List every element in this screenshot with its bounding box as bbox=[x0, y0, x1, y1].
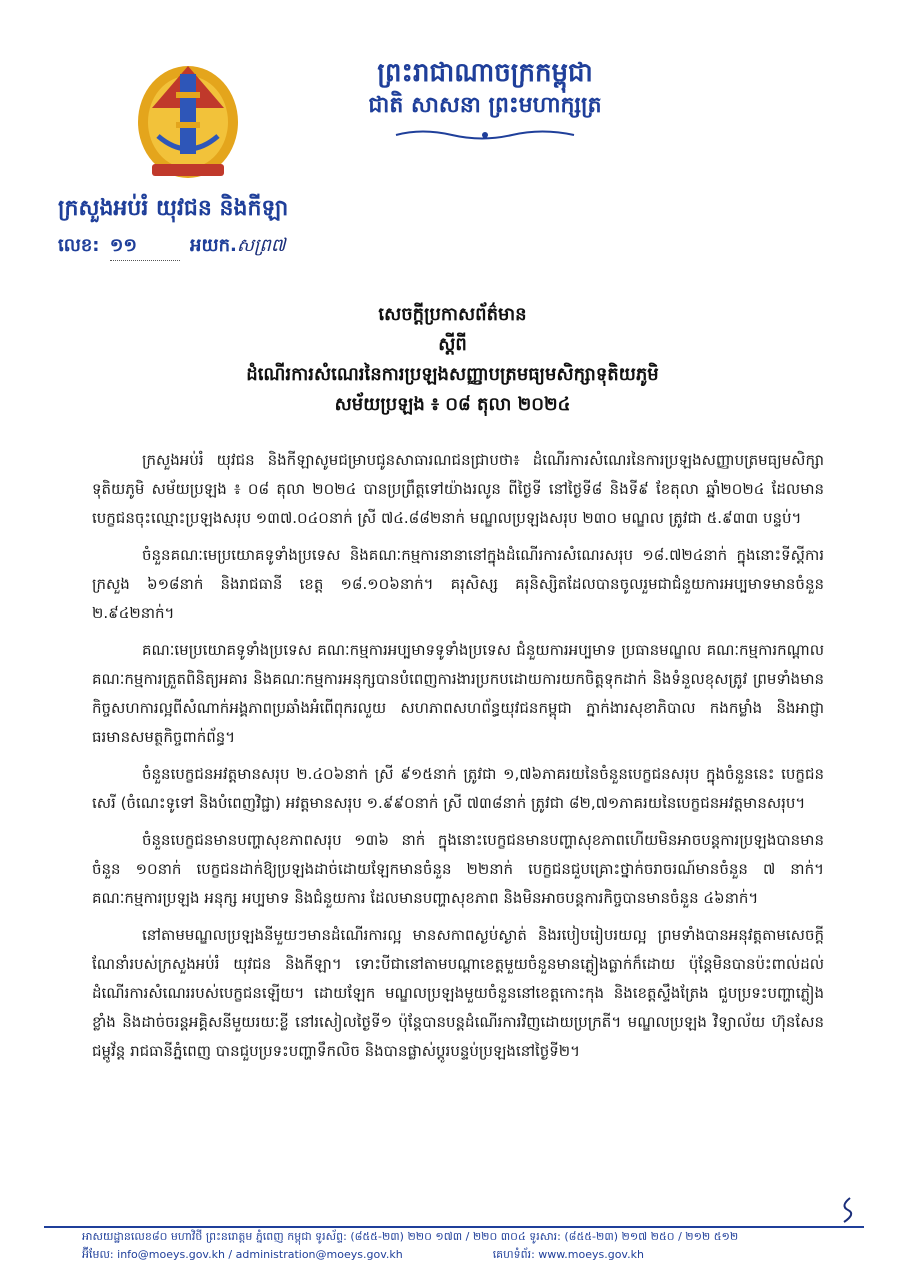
paragraph-1: ក្រសួងអប់រំ យុវជន និងកីឡាសូមជម្រាបជូនសាធារណជនជ្រាបថា៖ ដំណើរការសំណេរនៃការប្រឡងសញ្ញាបត្រមធ្យមសិក្សាទុតិយភូមិ សម័យប្រឡង ៖ ០៨ តុលា ២០២៤ បានប្រព្រឹត្តទៅយ៉ាងរលូន ពីថ្ងៃទី នៅថ្ងៃទី៨ និងទី៩ ខែតុលា ឆ្នាំ២០២៤ ដែលមានបេក្ខជនចុះឈ្មោះប្រឡងសរុប ១៣៧.០៤០នាក់ ស្រី ៧៤.៨៨២នាក់ មណ្ឌលប្រឡងសរុប ២៣០ មណ្ឌល ត្រូវជា ៥.៩៣៣ បន្ទប់។ bbox=[92, 451, 824, 527]
paragraph-2: ចំនួនគណៈមេប្រយោគទូទាំងប្រទេស និងគណៈកម្មការនានានៅក្នុងដំណើរការសំណេរសរុប ១៨.៧២៤នាក់ ក្នុងនោះទីស្តីការក្រសួង ៦១៨នាក់ និងរាជធានី ខេត្ត ១៨.១០៦នាក់។ គរុសិស្ស គរុនិស្សិតដែលបានចូលរួមជាជំនួយការអប្បមាទមានចំនួន ២.៩៤២នាក់។ bbox=[92, 546, 824, 622]
kingdom-title: ព្រះរាជាណាចក្រកម្ពុជា bbox=[377, 58, 593, 88]
footer-web-label: គេហទំព័រ: bbox=[492, 1248, 535, 1261]
title-line-4: សម័យប្រឡង ៖ ០៨ តុលា ២០២៤ bbox=[334, 394, 571, 415]
title-line-3: ដំណើរការសំណេរនៃការប្រឡងសញ្ញាបត្រមធ្យមសិក្សាទុតិយភូមិ bbox=[246, 364, 659, 385]
ref-handwritten: សព្រ៧ bbox=[236, 235, 286, 256]
footer bbox=[82, 1228, 862, 1264]
ref-number: ១១ bbox=[109, 235, 138, 256]
reference-number bbox=[58, 232, 286, 261]
title-line-2: ស្តីពី bbox=[438, 334, 467, 355]
kingdom-header bbox=[330, 56, 640, 122]
paragraph-4: ចំនួនបេក្ខជនអវត្តមានសរុប ២.៤០៦នាក់ ស្រី ៩១៥នាក់ ត្រូវជា ១,៧៦ភាគរយនៃចំនួនបេក្ខជនសរុប ក្នុងចំនួននេះ បេក្ខជនសេរី (ចំណេះទូទៅ និងបំពេញវិជ្ជា) អវត្តមានសរុប ១.៩៩០នាក់ ស្រី ៧៣៨នាក់ ត្រូវជា ៨២,៧១ភាគរយនៃបេក្ខជនអវត្តមានសរុប។ bbox=[92, 765, 824, 812]
footer-emails[interactable]: info@moeys.gov.kh / administration@moeys.gov.kh bbox=[117, 1248, 403, 1261]
national-motto: ជាតិ សាសនា ព្រះមហាក្សត្រ bbox=[368, 93, 602, 118]
ministry-name: ក្រសួងអប់រំ យុវជន និងកីឡា bbox=[58, 196, 289, 221]
paragraph-6: នៅតាមមណ្ឌលប្រឡងនីមួយៗមានដំណើរការល្អ មានសកាពស្ងប់ស្ងាត់ និងរបៀបរៀបរយល្អ ព្រមទាំងបានអនុវត្តតាមសេចក្តីណែនាំរបស់ក្រសួងអប់រំ យុវជន និងកីឡា។ ទោះបីជានៅតាមបណ្តាខេត្តមួយចំនួនមានភ្លៀងធ្លាក់ក៏ដោយ ប៉ុន្តែមិនបានប៉ះពាល់ដល់ដំណើរការសំណេររបស់បេក្ខជនឡើយ។ ដោយឡែក មណ្ឌលប្រឡងមួយចំនួននៅខេត្តកោះកុង និងខេត្តស្ទឹងត្រែង ជួបប្រទះបញ្ហាភ្លៀងខ្លាំង និងដាច់ចរន្តអគ្គិសនីមួយរយៈខ្លី នៅរសៀលថ្ងៃទី១ ប៉ុន្តែបានបន្តដំណើរការវិញដោយប្រក្រតី។ មណ្ឌលប្រឡង វិទ្យាល័យ ហ៊ុនសែន ជម្ពូវ័ន្ត រាជធានីភ្នំពេញ បានជួបប្រទះបញ្ហាទឹកលិច និងបានផ្លាស់ប្តូរបន្ទប់ប្រឡងនៅថ្ងៃទី២។ bbox=[92, 926, 824, 1060]
announcement-title bbox=[130, 300, 775, 420]
paragraph-3: គណៈមេប្រយោគទូទាំងប្រទេស គណៈកម្មការអប្បមាទទូទាំងប្រទេស ជំនួយការអប្បមាទ ប្រធានមណ្ឌល គណៈកម្មការកណ្តាល គណៈកម្មការត្រួតពិនិត្យអគារ និងគណៈកម្មការអនុក្សបានបំពេញការងារប្រកបដោយការយកចិត្តទុកដាក់ និងទំនួលខុសត្រូវ ព្រមទាំងមានកិច្ចសហការល្អពីសំណាក់អង្គភាពប្រឆាំងអំពើពុករលួយ សហភាពសហព័ន្ធយុវជនកម្ពុជា ភ្នាក់ងារសុខាភិបាល កងកម្លាំង និងអាជ្ញាធរមានសមត្ថកិច្ចពាក់ព័ន្ធ។ bbox=[92, 641, 824, 746]
footer-email-label: អ៊ីមែល: bbox=[82, 1248, 114, 1261]
title-line-1: សេចក្តីប្រកាសព័ត៌មាន bbox=[378, 304, 527, 325]
paragraph-5: ចំនួនបេក្ខជនមានបញ្ហាសុខភាពសរុប ១៣៦ នាក់ ក្នុងនោះបេក្ខជនមានបញ្ហាសុខភាពហើយមិនអាចបន្តការប្រឡងបានមានចំនួន ១០នាក់ បេក្ខជនដាក់ឱ្យប្រឡងដាច់ដោយឡែកមានចំនួន ២២នាក់ បេក្ខជនជួបគ្រោះថ្នាក់ចរាចរណ៍មានចំនួន ៧ នាក់។ គណៈកម្មការប្រឡង អនុក្ស អប្បមាទ និងជំនួយការ ដែលមានបញ្ហាសុខភាព និងមិនអាចបន្តការកិច្ចបានមានចំនួន ៤៦នាក់។ bbox=[92, 831, 824, 907]
ref-suffix: អយក. bbox=[190, 235, 237, 256]
ornament-divider-icon bbox=[392, 128, 578, 142]
footer-website[interactable]: www.moeys.gov.kh bbox=[538, 1248, 644, 1261]
initials-mark-icon bbox=[836, 1196, 860, 1224]
ministry-emblem-icon bbox=[132, 52, 244, 184]
ref-label: លេខ: bbox=[58, 235, 100, 256]
announcement-body bbox=[92, 446, 824, 1074]
footer-address: អាសយដ្ឋានលេខ៨០ មហាវិថី ព្រះនរោត្តម ភ្នំពេញ កម្ពុជា ទូរស័ព្ទ: (៨៥៥-២៣) ២២០ ១៧៣ / ២២០ ៣០៤ ទូរសារ: (៨៥៥-២៣) ២១៧ ២៥០ / ២១២ ៥១២ bbox=[82, 1230, 739, 1243]
